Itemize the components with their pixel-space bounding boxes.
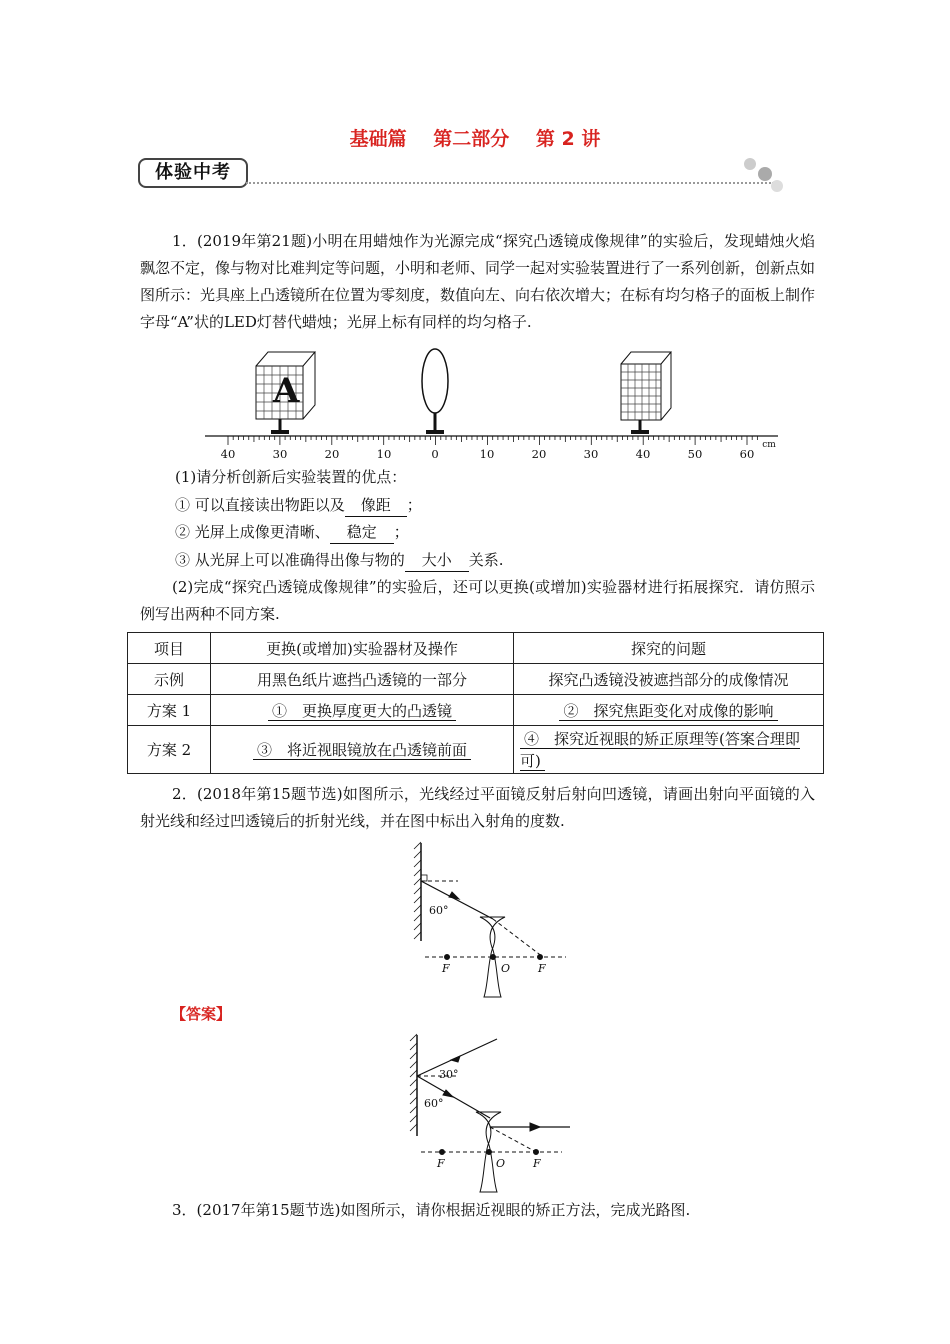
l2-prefix: ② 光屏上成像更清晰、 [175, 523, 330, 541]
tick-label: 30 [272, 447, 288, 461]
table-cell: 示例 [128, 664, 211, 695]
q2-text: 2．(2018年第15题节选)如图所示，光线经过平面镜反射后射向凹透镜，请画出射向平面镜的入射光线和经过凹透镜后的折射光线，并在图中标出入射角的度数. [140, 785, 815, 830]
table-answer: ① 更换厚度更大的凸透镜 [268, 702, 456, 721]
tick-label: 0 [431, 447, 439, 461]
l2-suffix: ； [393, 523, 409, 541]
title-part1: 基础篇 [349, 128, 407, 150]
tick-label: 30 [583, 447, 599, 461]
center-label: O [496, 1157, 506, 1170]
led-letter: A [273, 371, 300, 411]
focal-label: F [538, 962, 546, 975]
tick-label: 40 [635, 447, 651, 461]
table-answer: ③ 将近视眼镜放在凸透镜前面 [253, 741, 471, 760]
q3-text: 3．(2017年第15题节选)如图所示，请你根据近视眼的矫正方法，完成光路图. [172, 1201, 691, 1219]
table-cell: 探究凸透镜没被遮挡部分的成像情况 [514, 664, 824, 695]
table-header: 项目 [128, 633, 211, 664]
ruler-unit: cm [762, 440, 776, 450]
tick-label: 10 [479, 447, 495, 461]
angle-label: 30° [439, 1068, 459, 1081]
table-answer: ② 探究焦距变化对成像的影响 [559, 702, 777, 721]
table-header: 更换(或增加)实验器材及操作 [211, 633, 514, 664]
l1-answer: 像距 [345, 494, 407, 517]
tick-label: 20 [531, 447, 547, 461]
tick-label: 60 [739, 447, 755, 461]
table-cell: 方案 1 [128, 695, 211, 726]
l3-prefix: ③ 从光屏上可以准确得出像与物的 [175, 551, 405, 569]
tick-label: 40 [220, 447, 236, 461]
q1-intro: 1．(2019年第21题)小明在用蜡烛作为光源完成“探究凸透镜成像规律”的实验后，发现蜡烛火焰飘忽不定，像与物对比难判定等问题，小明和老师、同学一起对实验装置进行了一系列创新，创新点如图所示：光具座上凸透镜所在位置为零刻度，数值向左、向右依次增大；在标有均匀格子的面板上制作字母“A”状的LED灯替代蜡烛；光屏上标有同样的均匀格子. [140, 232, 816, 331]
q1-sub1: (1)请分析创新后实验装置的优点： [175, 468, 407, 486]
l2-answer: 稳定 [330, 521, 394, 544]
focal-label: F [442, 962, 450, 975]
tick-label: 10 [376, 447, 392, 461]
table-header: 探究的问题 [514, 633, 824, 664]
angle-label: 60° [424, 1097, 444, 1110]
angle-label: 60° [429, 904, 449, 917]
l1-prefix: ① 可以直接读出物距以及 [175, 496, 345, 514]
l1-suffix: ； [406, 496, 422, 514]
center-label: O [501, 962, 511, 975]
table-answer: ④ 探究近视眼的矫正原理等(答案合理即可) [520, 729, 800, 770]
l3-suffix: 关系. [468, 551, 504, 569]
tick-label: 50 [687, 447, 703, 461]
section-badge: 体验中考 [138, 158, 248, 188]
title-part3: 第 2 讲 [535, 128, 601, 150]
answer-label: 【答案】 [171, 1005, 232, 1023]
table-cell: 方案 2 [128, 726, 211, 774]
table-cell: 用黑色纸片遮挡凸透镜的一部分 [211, 664, 514, 695]
tick-label: 20 [324, 447, 340, 461]
l3-answer: 大小 [405, 549, 469, 572]
title-part2: 第二部分 [433, 128, 510, 150]
q1-sub2: (2)完成“探究凸透镜成像规律”的实验后，还可以更换(或增加)实验器材进行拓展探究．请仿照示例写出两种不同方案. [140, 578, 815, 623]
focal-label: F [437, 1157, 445, 1170]
focal-label: F [533, 1157, 541, 1170]
